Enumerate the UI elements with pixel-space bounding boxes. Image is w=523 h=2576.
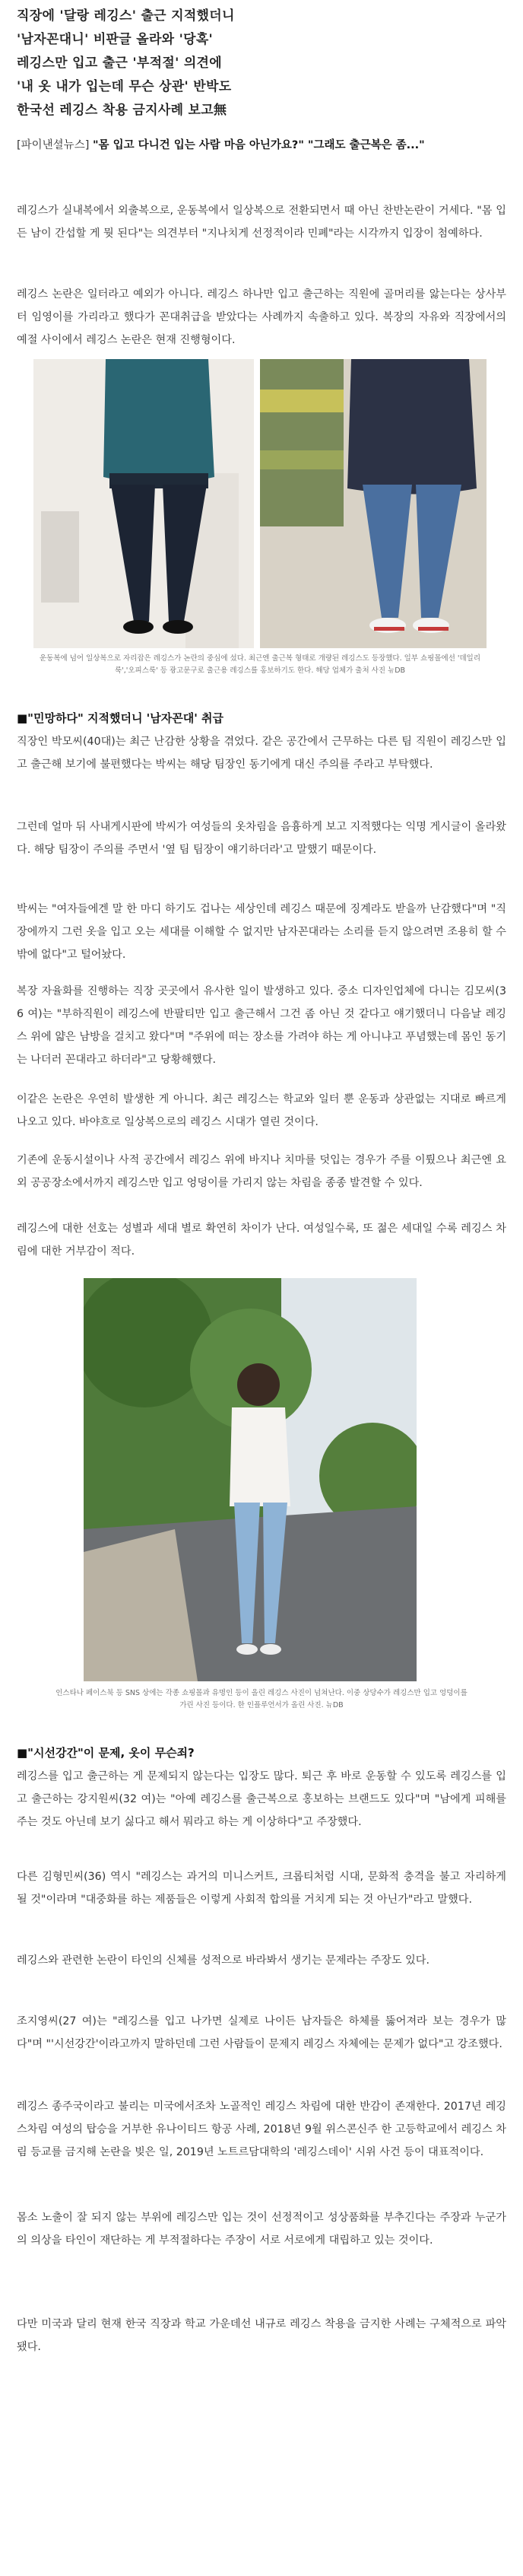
- news-source: [파이낸셜뉴스]: [17, 139, 93, 151]
- photo-influencer-illustration: [84, 1278, 417, 1681]
- paragraph: 이같은 논란은 우연히 발생한 게 아니다. 최근 레깅스는 학교와 일터 뿐 운동과 상관없는 지대로 빠르게 나오고 있다. 바야흐로 일상복으로의 레깅스 시대가 열린 것이다.: [17, 1093, 506, 1128]
- paragraph: 박씨는 "여자들에겐 말 한 마디 하기도 겁나는 세상인데 레깅스 때문에 징계라도 받을까 난감했다"며 "직장에까지 그런 옷을 입고 오는 세대를 이해할 수 없지만 남자꼰대라는 소리를 듣지 않으려면 조용히 할 수밖에 없다"고 털어놨다.: [17, 903, 506, 961]
- headline-line: '남자꼰대니' 비판글 올라와 '당혹': [17, 32, 214, 47]
- paragraph: 직장인 박모씨(40대)는 최근 난감한 상황을 겪었다. 같은 공간에서 근무하는 다른 팀 직원이 레깅스만 입고 출근해 보기에 불편했다는 박씨는 해당 팀장인 동기에게 대신 주의를 주라고 부탁했다.: [17, 736, 506, 771]
- lead-paragraph: [17, 134, 506, 157]
- paragraph: 기존에 운동시설이나 사적 공간에서 레깅스 위에 바지나 치마를 덧입는 경우가 주를 이뤘으나 최근엔 요외 공공장소에서까지 레깅스만 입고 엉덩이를 가리지 않는 차림을 종종 발견할 수 있다.: [17, 1154, 506, 1189]
- photo-leggings-left-illustration: [33, 359, 254, 648]
- photo-caption: 운동복에 넘어 일상복으로 자리잡은 레깅스가 논란의 중심에 섰다. 최근엔 출근복 형태로 개량된 레깅스도 등장했다. 일부 쇼핑몰에선 '데일리룩','오피스룩' 등 광고문구로 출근용 레깅스를 홍보하기도 한다. 해당 업체가 출처 사진 뉴DB: [39, 654, 481, 675]
- photo-leggings-left: [33, 359, 254, 648]
- section-subhead: ■"민망하다" 지적했더니 '남자꼰대' 취급: [17, 711, 224, 725]
- headline-line: 한국선 레깅스 착용 금지사례 보고無: [17, 103, 227, 118]
- paragraph: 레깅스 종주국이라고 불리는 미국에서조차 노골적인 레깅스 차림에 대한 반감이 존재한다. 2017년 레깅스차림 여성의 탑승을 거부한 유나이티드 항공 사례, 2018년 9월 위스콘신주 한 고등학교에서 레깅스 차림 등교를 금지해 논란을 빚은 일, 2019년 노트르담대학의 '레깅스데이' 시위 사건 등이 대표적이다.: [17, 2101, 506, 2158]
- paragraph: 복장 자율화를 진행하는 직장 곳곳에서 유사한 일이 발생하고 있다. 중소 디자인업체에 다니는 김모씨(36 여)는 "부하직원이 레깅스에 반팔티만 입고 출근해서 그건 좀 아닌 것 같다고 얘기했더니 다음날 레깅스 위에 얇은 남방을 걸치고 왔다"며 "주위에 떠는 장소를 가려야 하는 게 아니냐고 푸념했는데 몸인 동기는 나더러 꼰대라고 하더라"고 당황해했다.: [17, 985, 506, 1066]
- photo-leggings-right-illustration: [260, 359, 487, 648]
- section-subhead: ■"시선강간"이 문제, 옷이 무슨죄?: [17, 1746, 195, 1760]
- photo-influencer: [84, 1278, 417, 1681]
- paragraph: 다만 미국과 달리 현재 한국 직장과 학교 가운데선 내규로 레깅스 착용을 금지한 사례는 구체적으로 파악됐다.: [17, 2318, 506, 2353]
- paragraph: 조지영씨(27 여)는 "레깅스를 입고 나가면 실제로 나이든 남자들은 하체를 뚫어져라 보는 경우가 많다"며 "'시선강간'이라고까지 말하던데 그런 사람들이 문제지 레깅스 자체에는 문제가 없다"고 강조했다.: [17, 2015, 506, 2050]
- headline-line: '내 옷 내가 입는데 무슨 상관' 반박도: [17, 79, 232, 94]
- photo-caption: 인스타나 페이스북 등 SNS 상에는 각종 쇼핑몰과 유명인 등이 올린 레깅스 사진이 넘쳐난다. 이중 상당수가 레깅스만 입고 엉덩이를 가린 사진 등이다. 한 인플루언서가 올린 사진. 뉴DB: [55, 1689, 468, 1709]
- headline-line: 레깅스만 입고 출근 '부적절' 의견에: [17, 56, 222, 71]
- headline-line: 직장에 '달랑 레깅스' 출근 지적했더니: [17, 8, 235, 24]
- paragraph: 레깅스를 입고 출근하는 게 문제되지 않는다는 입장도 많다. 퇴근 후 바로 운동할 수 있도록 레깅스를 입고 출근하는 강지원씨(32 여)는 "아예 레깅스를 출근복으로 홍보하는 브랜드도 있다"며 "남에게 피해를 주는 것도 아닌데 보기 싫다고 해서 뭐라고 하는 게 이상하다"고 주장했다.: [17, 1770, 506, 1828]
- photo-leggings-right: [260, 359, 487, 648]
- paragraph: 레깅스와 관련한 논란이 타인의 신체를 성적으로 바라봐서 생기는 문제라는 주장도 있다.: [17, 1954, 429, 1967]
- headline-block: [17, 5, 503, 122]
- paragraph: 레깅스가 실내복에서 외출복으로, 운동복에서 일상복으로 전환되면서 때 아닌 찬반논란이 거세다. "몸 입든 남이 간섭할 게 뭣 된다"는 의견부터 "지나치게 선정적이라 민폐"라는 시각까지 입장이 첨예하다.: [17, 205, 506, 240]
- paragraph: 몸소 노출이 잘 되지 않는 부위에 레깅스만 입는 것이 선정적이고 성상품화를 부추긴다는 주장과 누군가의 의상을 타인이 재단하는 게 부적절하다는 주장이 서로 서로에게 대립하고 있는 것이다.: [17, 2212, 506, 2247]
- paragraph: 레깅스 논란은 일터라고 예외가 아니다. 레깅스 하나만 입고 출근하는 직원에 골머리를 앓는다는 상사부터 임영이를 가리라고 했다가 꼰대취급을 받았다는 사례까지 속출하고 있다. 복장의 자유와 직장에서의 예절 사이에서 레깅스 논란은 현재 진행형이다.: [17, 288, 506, 346]
- paragraph: 다른 김형민씨(36) 역시 "레깅스는 과거의 미니스커트, 크롭티처럼 시대, 문화적 충격을 불고 자리하게 될 것"이라며 "대중화를 하는 제품들은 이렇게 사회적 합의를 거치게 되는 것 아닌가"라고 말했다.: [17, 1871, 506, 1906]
- paragraph: 그런데 얼마 뒤 사내게시판에 박씨가 여성들의 옷차림을 음흉하게 보고 지적했다는 익명 게시글이 올라왔다. 해당 팀장이 주의를 주면서 '옆 팀 팀장이 얘기하더라'고 말했기 때문이다.: [17, 821, 506, 856]
- paragraph: 레깅스에 대한 선호는 성별과 세대 별로 확연히 차이가 난다. 여성일수록, 또 젊은 세대일 수록 레깅스 차림에 대한 거부감이 적다.: [17, 1223, 506, 1258]
- lead-quote: "몸 입고 다니건 입는 사람 마음 아닌가요?" "그래도 출근복은 좀...": [92, 139, 425, 151]
